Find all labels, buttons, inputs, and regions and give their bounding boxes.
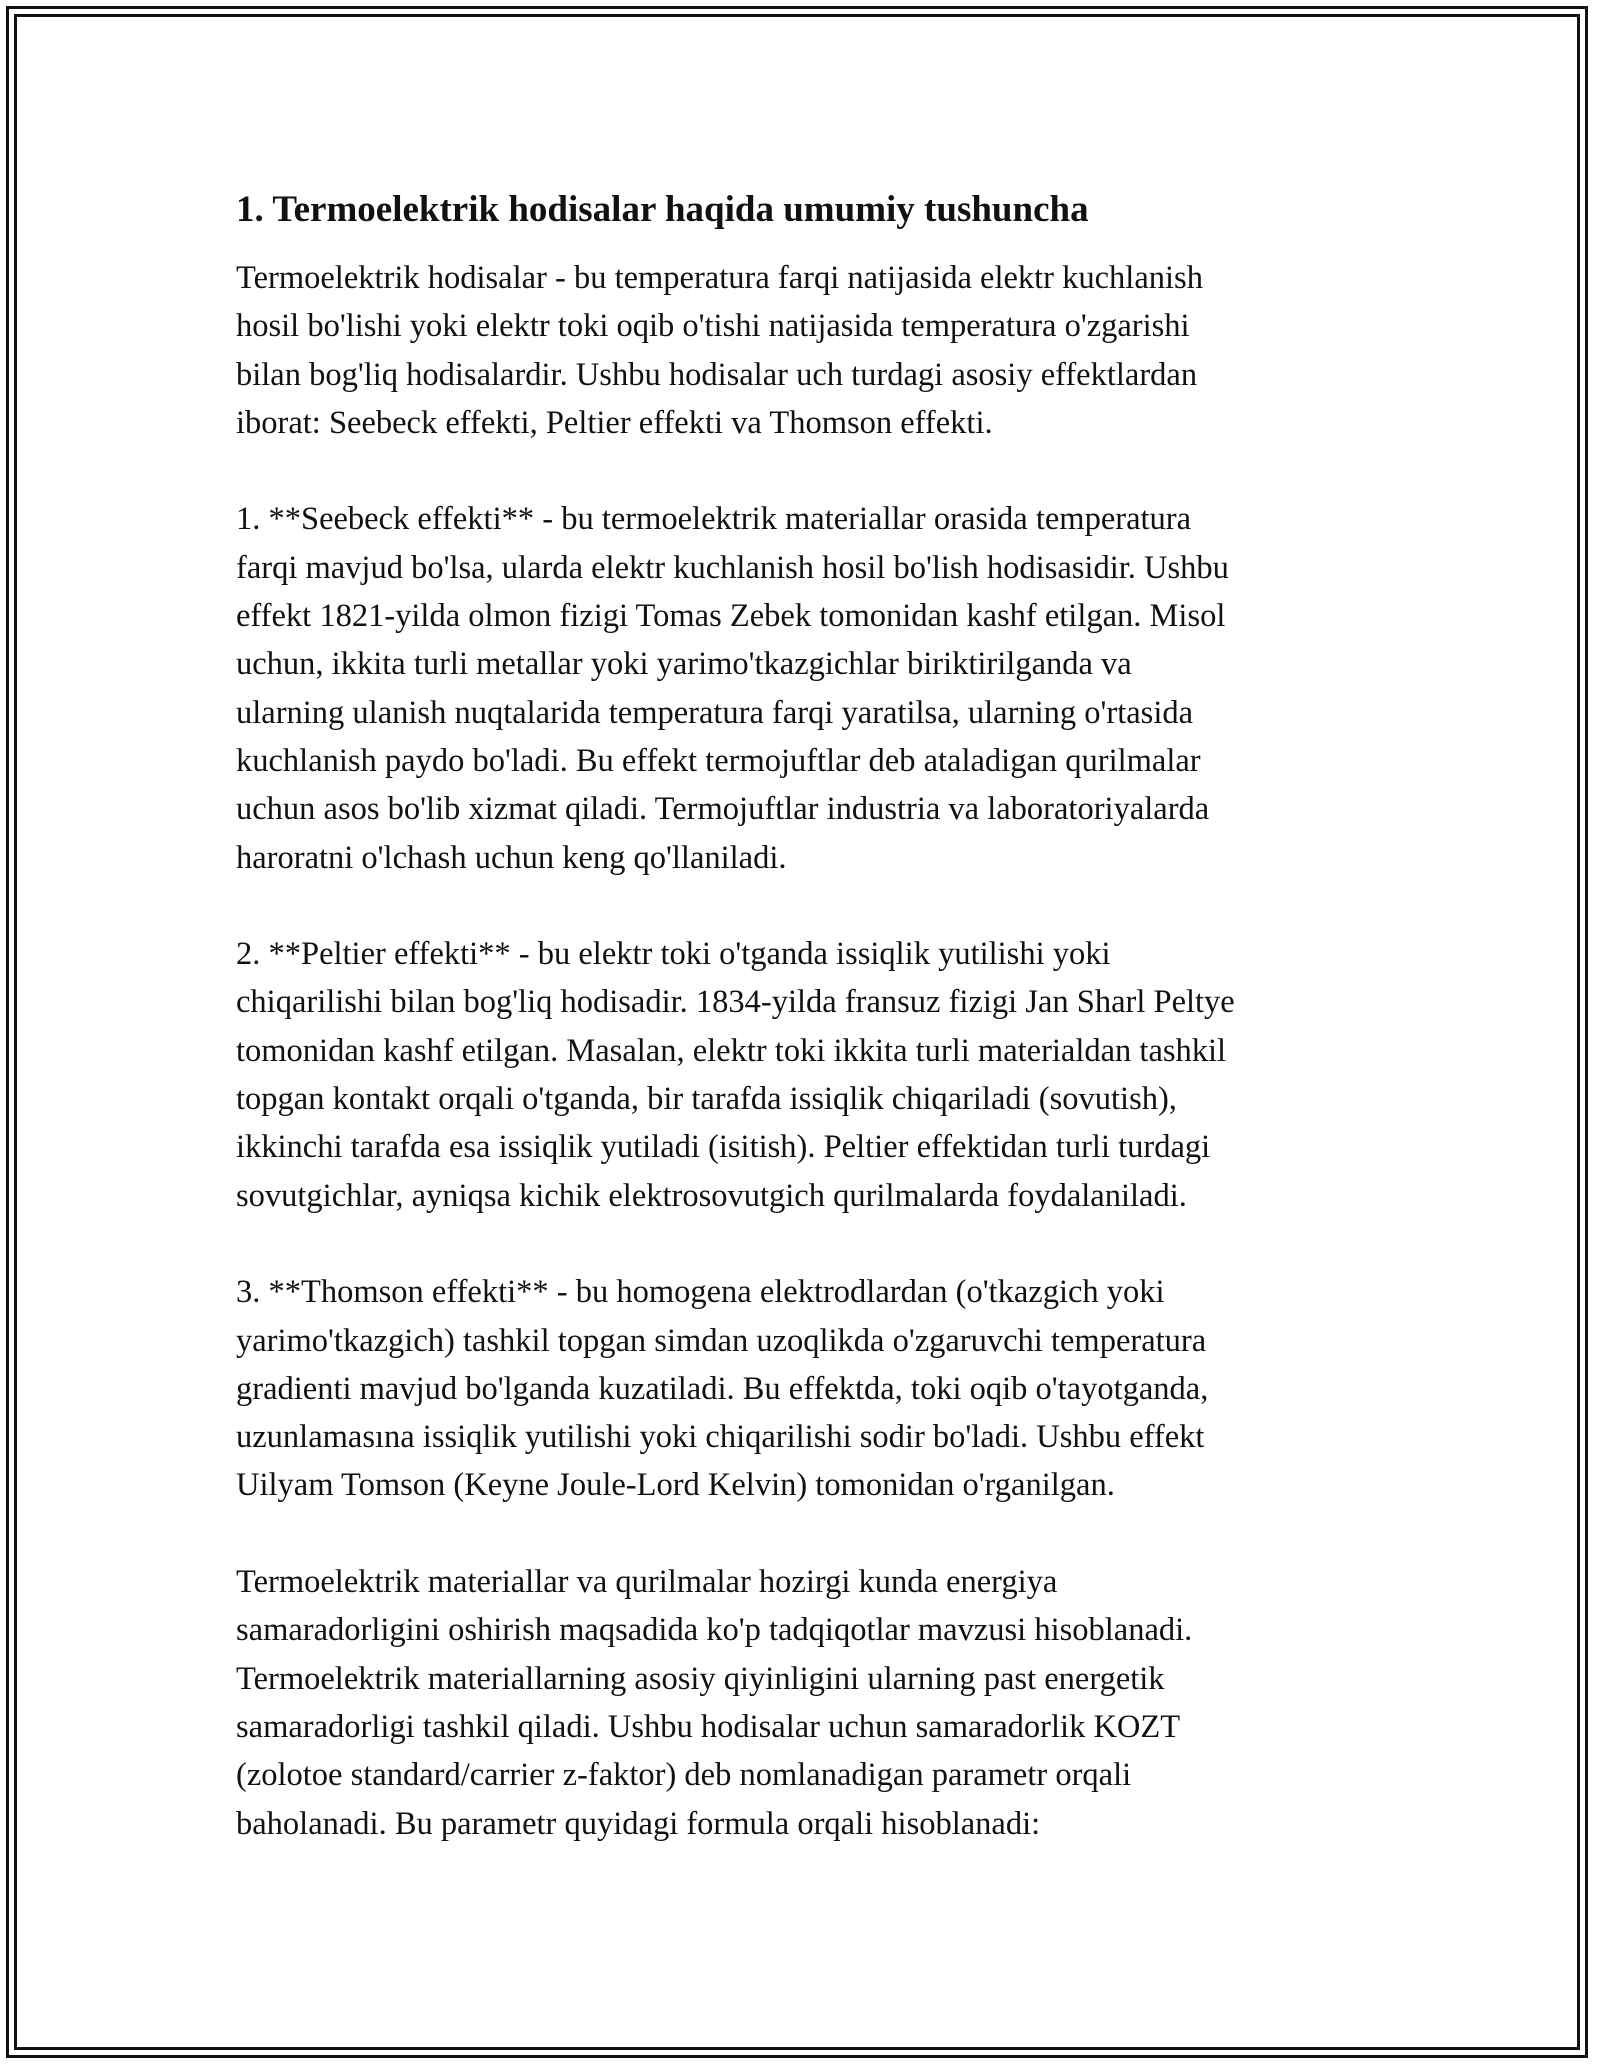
text-line: samaradorligini oshirish maqsadida ko'p tadqiqotlar mavzusi hisoblanadi.: [236, 1612, 1193, 1649]
section-heading: 1. Termoelektrik hodisalar haqida umumiy tushuncha: [236, 189, 1089, 230]
text-line: yarimo'tkazgich) tashkil topgan simdan uzoqlikda o'zgaruvchi temperatura: [236, 1322, 1207, 1359]
text-line: samaradorligi tashkil qiladi. Ushbu hodisalar uchun samaradorlik KOZT: [236, 1708, 1181, 1745]
text-line: sovutgichlar, ayniqsa kichik elektrosovutgich qurilmalarda foydalaniladi.: [236, 1177, 1187, 1214]
text-line: iborat: Seebeck effekti, Peltier effekti va Thomson effekti.: [236, 404, 993, 441]
peltier-paragraph: [236, 930, 1386, 1220]
text-line: 1. **Seebeck effekti** - bu termoelektrik materiallar orasida temperatura: [236, 501, 1192, 538]
text-line: ularning ulanish nuqtalarida temperatura farqi yaratilsa, ularning o'rtasida: [236, 694, 1194, 731]
text-line: 2. **Peltier effekti** - bu elektr toki o'tganda issiqlik yutilishi yoki: [236, 936, 1111, 973]
text-line: Uilyam Tomson (Keyne Joule-Lord Kelvin) tomonidan o'rganilgan.: [236, 1467, 1115, 1504]
text-line: (zolotoe standard/carrier z-faktor) deb nomlanadigan parametr orqali: [236, 1757, 1132, 1794]
thomson-paragraph: [236, 1268, 1386, 1509]
text-line: uzunlamasına issiqlik yutilishi yoki chiqarilishi sodir bo'ladi. Ushbu effekt: [236, 1419, 1205, 1456]
text-line: effekt 1821-yilda olmon fizigi Tomas Zebek tomonidan kashf etilgan. Misol: [236, 598, 1226, 635]
text-line: uchun asos bo'lib xizmat qiladi. Termojuftlar industria va laboratoriyalarda: [236, 791, 1210, 828]
text-line: kuchlanish paydo bo'ladi. Bu effekt termojuftlar deb ataladigan qurilmalar: [236, 742, 1201, 779]
text-line: gradienti mavjud bo'lganda kuzatiladi. Bu effektda, toki oqib o'tayotganda,: [236, 1370, 1209, 1407]
text-line: Termoelektrik materiallarning asosiy qiyinligini ularning past energetik: [236, 1660, 1165, 1697]
text-line: uchun, ikkita turli metallar yoki yarimo'tkazgichlar biriktirilganda va: [236, 646, 1132, 683]
conclusion-paragraph: [236, 1558, 1386, 1848]
text-line: hosil bo'lishi yoki elektr toki oqib o'tishi natijasida temperatura o'zgarishi: [236, 308, 1190, 345]
text-line: farqi mavjud bo'lsa, ularda elektr kuchlanish hosil bo'lish hodisasidir. Ushbu: [236, 549, 1229, 586]
text-line: haroratni o'lchash uchun keng qo'llaniladi.: [236, 839, 787, 876]
text-line: chiqarilishi bilan bog'liq hodisadir. 1834-yilda fransuz fizigi Jan Sharl Peltye: [236, 984, 1235, 1021]
document-body: [236, 186, 1386, 1896]
text-line: Termoelektrik hodisalar - bu temperatura farqi natijasida elektr kuchlanish: [236, 260, 1203, 296]
text-line: bilan bog'liq hodisalardir. Ushbu hodisalar uch turdagi asosiy effektlardan: [236, 356, 1198, 393]
text-line: baholanadi. Bu parametr quyidagi formula orqali hisoblanadi:: [236, 1805, 1041, 1842]
text-line: 3. **Thomson effekti** - bu homogena elektrodlardan (o'tkazgich yoki: [236, 1274, 1165, 1311]
text-line: topgan kontakt orqali o'tganda, bir tarafda issiqlik chiqariladi (sovutish),: [236, 1081, 1177, 1118]
text-line: tomonidan kashf etilgan. Masalan, elektr toki ikkita turli materialdan tashkil: [236, 1032, 1227, 1069]
text-line: ikkinchi tarafda esa issiqlik yutiladi (isitish). Peltier effektidan turli turdagi: [236, 1129, 1211, 1166]
text-line: Termoelektrik materiallar va qurilmalar hozirgi kunda energiya: [236, 1564, 1058, 1601]
seebeck-paragraph: [236, 495, 1386, 881]
intro-paragraph: [236, 254, 1386, 447]
